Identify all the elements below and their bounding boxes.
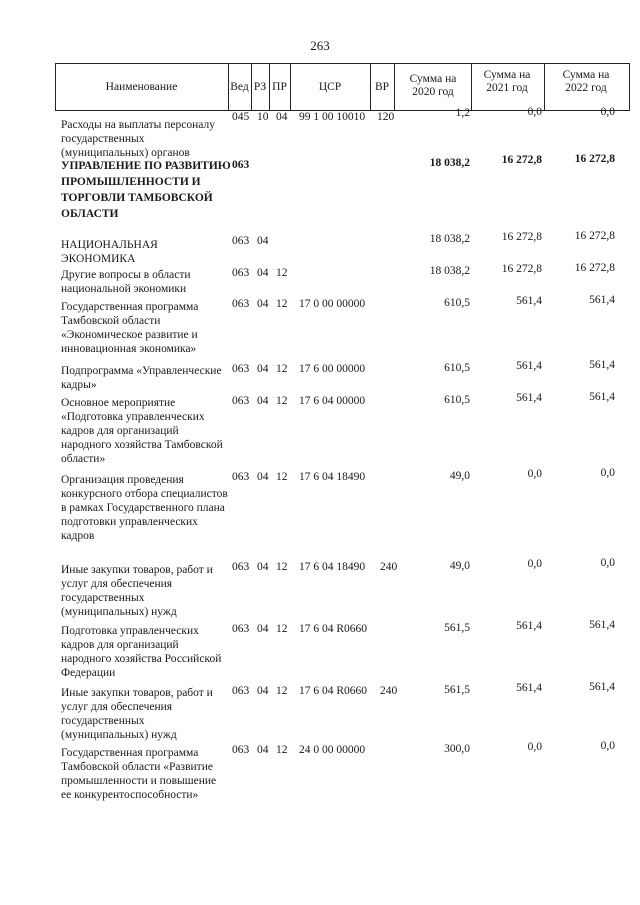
- header-rz: РЗ: [253, 81, 267, 93]
- row-csr: 99 1 00 10010: [299, 111, 366, 123]
- row-sum-2022: 561,4: [589, 294, 615, 306]
- row-ved: 063: [232, 267, 250, 279]
- row-pr: 12: [276, 267, 288, 279]
- table-header: [55, 63, 630, 111]
- row-sum-2020: 18 038,2: [429, 233, 470, 245]
- row-pr: 12: [276, 623, 288, 635]
- row-name: Иные закупки товаров, работ и услуг для обеспечения государственных (муниципальных) нужд: [61, 687, 213, 741]
- row-sum-2020: 18 038,2: [429, 265, 470, 277]
- row-sum-2021: 561,4: [516, 682, 542, 694]
- row-sum-2022: 16 272,8: [574, 230, 615, 242]
- row-pr: 12: [276, 363, 288, 375]
- row-name: Другие вопросы в области национальной экономики: [61, 269, 191, 295]
- header-sum-2020: Сумма на 2020 год: [409, 73, 457, 98]
- row-sum-2022: 0,0: [600, 106, 615, 118]
- row-name: Подготовка управленческих кадров для организаций народного хозяйства Российской Федерации: [61, 625, 222, 679]
- header-csr: ЦСР: [318, 81, 342, 93]
- row-sum-2021: 561,4: [516, 295, 542, 307]
- row-name: НАЦИОНАЛЬНАЯ ЭКОНОМИКА: [61, 239, 158, 265]
- row-sum-2022: 561,4: [589, 619, 615, 631]
- row-sum-2020: 18 038,2: [429, 157, 470, 169]
- row-rz: 04: [257, 561, 269, 573]
- row-vr: 240: [380, 561, 398, 573]
- row-sum-2022: 0,0: [600, 557, 615, 569]
- row-name: Иные закупки товаров, работ и услуг для обеспечения государственных (муниципальных) нужд: [61, 564, 213, 618]
- page-number: 263: [310, 38, 330, 53]
- row-csr: 17 6 04 00000: [299, 395, 366, 407]
- col-divider: [629, 63, 630, 111]
- row-sum-2020: 49,0: [449, 560, 470, 572]
- row-rz: 04: [257, 298, 269, 310]
- row-csr: 17 6 04 R0660: [299, 623, 368, 635]
- header-vr: ВР: [374, 81, 390, 93]
- row-name: Организация проведения конкурсного отбора специалистов в рамках Государственного плана подготовки управленческих кадров: [61, 474, 228, 542]
- row-ved: 063: [232, 298, 250, 310]
- row-rz: 04: [257, 471, 269, 483]
- row-sum-2022: 0,0: [600, 740, 615, 752]
- row-sum-2021: 561,4: [516, 392, 542, 404]
- row-rz: 04: [257, 685, 269, 697]
- header-pr: ПР: [272, 81, 287, 93]
- col-divider: [471, 63, 472, 111]
- row-csr: 17 6 04 18490: [299, 471, 366, 483]
- row-ved: 045: [232, 111, 250, 123]
- row-rz: 04: [257, 363, 269, 375]
- row-pr: 04: [276, 111, 288, 123]
- header-sum-2021: Сумма на 2021 год: [483, 69, 531, 94]
- row-sum-2020: 561,5: [444, 684, 470, 696]
- header-sum-2022: Сумма на 2022 год: [562, 69, 610, 94]
- row-ved: 063: [232, 363, 250, 375]
- col-divider: [544, 63, 545, 111]
- row-pr: 12: [276, 471, 288, 483]
- row-sum-2021: 561,4: [516, 620, 542, 632]
- row-sum-2020: 300,0: [444, 743, 470, 755]
- row-rz: 04: [257, 623, 269, 635]
- row-sum-2020: 561,5: [444, 622, 470, 634]
- row-pr: 12: [276, 561, 288, 573]
- row-rz: 04: [257, 235, 269, 247]
- row-sum-2021: 0,0: [527, 106, 542, 118]
- row-sum-2020: 49,0: [449, 470, 470, 482]
- row-sum-2022: 561,4: [589, 359, 615, 371]
- row-sum-2022: 561,4: [589, 681, 615, 693]
- row-sum-2021: 561,4: [516, 360, 542, 372]
- row-csr: 24 0 00 00000: [299, 744, 366, 756]
- row-sum-2021: 0,0: [527, 558, 542, 570]
- col-divider: [394, 63, 395, 111]
- row-csr: 17 6 00 00000: [299, 363, 366, 375]
- row-sum-2020: 610,5: [444, 394, 470, 406]
- row-sum-2020: 610,5: [444, 362, 470, 374]
- row-rz: 10: [257, 111, 269, 123]
- row-pr: 12: [276, 298, 288, 310]
- row-ved: 063: [232, 744, 250, 756]
- row-sum-2021: 0,0: [527, 468, 542, 480]
- row-name: Государственная программа Тамбовской области «Развитие промышленности и повышение ее конкурентоспособности»: [61, 747, 217, 801]
- row-name: УПРАВЛЕНИЕ ПО РАЗВИТИЮ ПРОМЫШЛЕННОСТИ И ТОРГОВЛИ ТАМБОВСКОЙ ОБЛАСТИ: [61, 160, 231, 220]
- row-rz: 04: [257, 267, 269, 279]
- row-name: Государственная программа Тамбовской области «Экономическое развитие и инновационная экономика»: [61, 301, 199, 355]
- row-ved: 063: [232, 159, 250, 171]
- row-ved: 063: [232, 471, 250, 483]
- row-name: Основное мероприятие «Подготовка управленческих кадров для организаций народного хозяйства Тамбовской области»: [61, 397, 223, 465]
- row-pr: 12: [276, 395, 288, 407]
- row-csr: 17 6 04 R0660: [299, 685, 368, 697]
- row-ved: 063: [232, 395, 250, 407]
- row-pr: 12: [276, 685, 288, 697]
- row-sum-2021: 16 272,8: [501, 154, 542, 166]
- row-rz: 04: [257, 395, 269, 407]
- row-name: Подпрограмма «Управленческие кадры»: [61, 365, 222, 391]
- row-name: Расходы на выплаты персоналу государственных (муниципальных) органов: [61, 119, 215, 159]
- row-vr: 240: [380, 685, 398, 697]
- row-sum-2020: 1,2: [455, 107, 470, 119]
- row-ved: 063: [232, 235, 250, 247]
- row-sum-2020: 610,5: [444, 297, 470, 309]
- row-pr: 12: [276, 744, 288, 756]
- row-ved: 063: [232, 561, 250, 573]
- row-sum-2022: 561,4: [589, 391, 615, 403]
- header-name: Наименование: [105, 81, 178, 93]
- row-sum-2022: 0,0: [600, 467, 615, 479]
- row-rz: 04: [257, 744, 269, 756]
- row-ved: 063: [232, 623, 250, 635]
- row-sum-2021: 16 272,8: [501, 231, 542, 243]
- row-sum-2022: 16 272,8: [574, 262, 615, 274]
- row-csr: 17 6 04 18490: [299, 561, 366, 573]
- row-vr: 120: [377, 111, 395, 123]
- row-sum-2021: 0,0: [527, 741, 542, 753]
- header-ved: Вед: [230, 81, 249, 93]
- row-csr: 17 0 00 00000: [299, 298, 366, 310]
- row-sum-2021: 16 272,8: [501, 263, 542, 275]
- row-ved: 063: [232, 685, 250, 697]
- row-sum-2022: 16 272,8: [574, 153, 615, 165]
